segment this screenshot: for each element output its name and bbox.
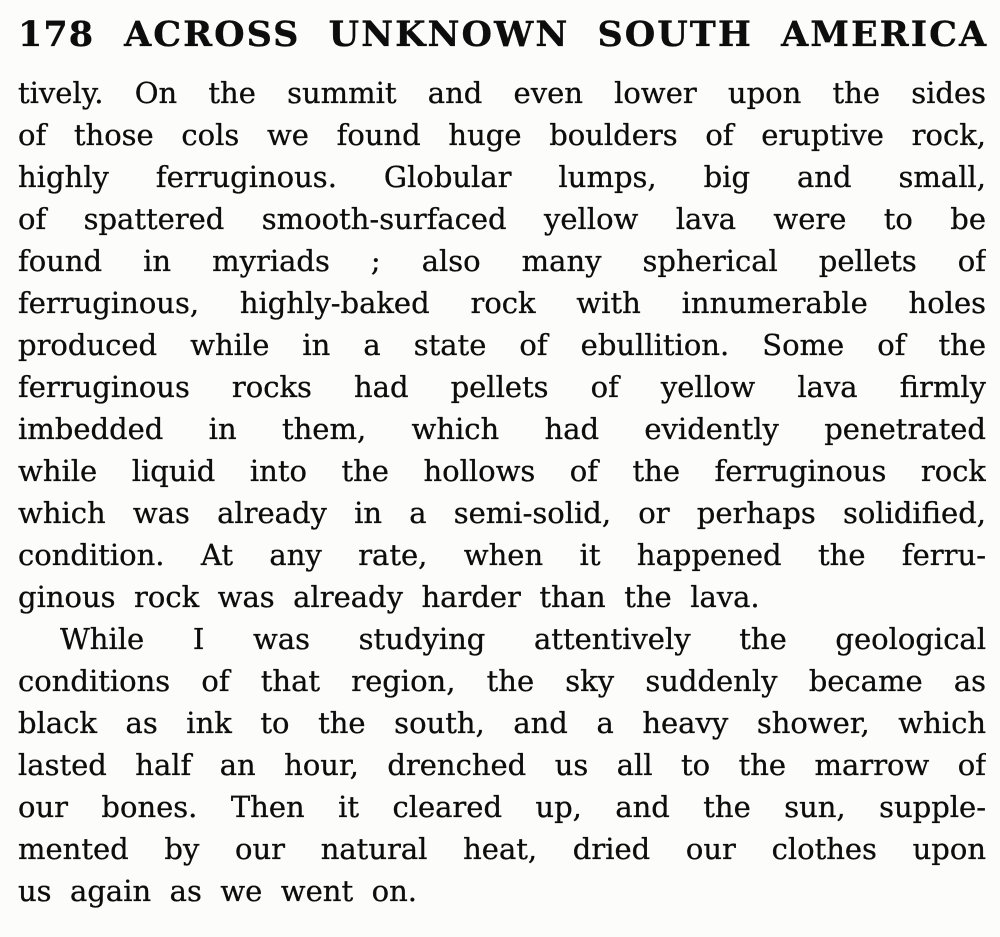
text-line: of those cols we found huge boulders of eruptive rock, [18, 118, 986, 152]
text-line: imbedded in them, which had evidently penetrated [18, 412, 986, 446]
text-line: which was already in a semi-solid, or perhaps solidified, [18, 496, 986, 530]
text-line: black as ink to the south, and a heavy shower, which [18, 706, 986, 740]
text-line: us again as we went on. [18, 874, 417, 908]
text-line: ginous rock was already harder than the lava. [18, 580, 760, 614]
text-line: condition. At any rate, when it happened the ferru- [18, 538, 986, 572]
text-line: highly ferruginous. Globular lumps, big and small, [18, 160, 986, 194]
page-number: 178 [18, 14, 95, 55]
text-line: While I was studying attentively the geological [60, 622, 986, 656]
text-line: ferruginous, highly-baked rock with innumerable holes [18, 286, 986, 320]
running-title: ACROSS UNKNOWN SOUTH AMERICA [124, 14, 989, 55]
text-line: our bones. Then it cleared up, and the sun, supple- [18, 790, 986, 824]
text-line: tively. On the summit and even lower upon the sides [18, 76, 986, 110]
text-line: ferruginous rocks had pellets of yellow lava firmly [18, 370, 986, 404]
text-line: found in myriads ; also many spherical pellets of [18, 244, 986, 278]
text-line: conditions of that region, the sky suddenly became as [18, 664, 986, 698]
text-line: produced while in a state of ebullition. Some of the [18, 328, 986, 362]
text-line: mented by our natural heat, dried our clothes upon [18, 832, 986, 866]
text-line: of spattered smooth-surfaced yellow lava were to be [18, 202, 986, 236]
text-line: while liquid into the hollows of the ferruginous rock [18, 454, 986, 488]
running-header [18, 12, 989, 58]
text-line: lasted half an hour, drenched us all to the marrow of [18, 748, 986, 782]
body-text [18, 72, 986, 912]
